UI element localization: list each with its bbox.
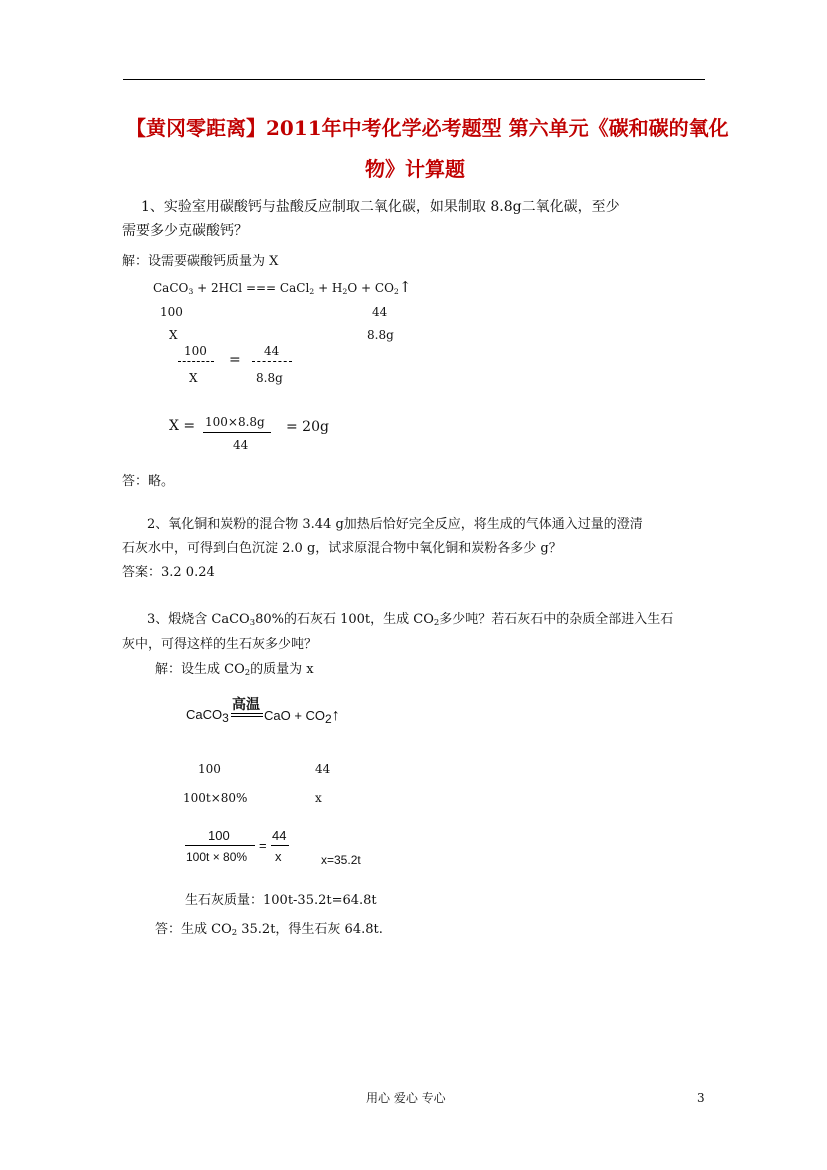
- q3-molar-mass-caco3: 100: [198, 762, 221, 776]
- q3-ratio-bar-2: [271, 845, 289, 846]
- q3-ratio-numerator-1: 100: [208, 828, 230, 843]
- q1-x-denominator: 44: [233, 438, 249, 452]
- q1-molar-mass-co2: 44: [372, 305, 388, 319]
- q3-ratio-bar-1: [185, 845, 255, 846]
- q3-line-1: 3、煅烧含 CaCO$_3$80%的石灰石 100t，生成 $CO_2$多少吨？若石灰石中的杂质全部进入生石: [147, 612, 674, 628]
- q3-caco3-mass: 100t×80%: [183, 791, 248, 805]
- header-rule: [123, 79, 705, 80]
- q1-ratio-denominator-1: X: [189, 371, 198, 385]
- q3-line-2: 灰中，可得这样的生石灰多少吨？: [122, 637, 318, 652]
- q1-unknown-x: X: [169, 328, 178, 342]
- q1-ratio-numerator-2: 44: [264, 344, 280, 358]
- q3-unknown-x: x: [315, 791, 322, 805]
- q1-line-1: 1、实验室用碳酸钙与盐酸反应制取二氧化碳，如果制取 8.8g二氧化碳，至少: [141, 199, 620, 215]
- q3-equation-bar-bottom: [231, 716, 263, 717]
- q1-ratio-bar-1: [178, 361, 214, 362]
- q2-line-2: 石灰水中，可得到白色沉淀 2.0 g，试求原混合物中氧化铜和炭粉各多少 g？: [122, 541, 562, 556]
- q3-ratio-denominator-1: 100t × 80%: [186, 850, 248, 864]
- q1-ratio-denominator-2: 8.8g: [256, 371, 283, 385]
- q1-solution-intro: 解：设需要碳酸钙质量为 X: [122, 254, 279, 269]
- q3-reaction-condition: 高温: [232, 697, 260, 713]
- q1-line-2: 需要多少克碳酸钙？: [122, 223, 248, 239]
- q3-equation-products: CaO + $CO_2↑$: [264, 707, 340, 726]
- q3-ratio-numerator-2: 44: [272, 828, 287, 843]
- q3-molar-mass-co2: 44: [315, 762, 331, 776]
- page-number: 3: [697, 1091, 705, 1105]
- footer-motto: 用心 爱心 专心: [366, 1091, 446, 1105]
- q2-line-1: 2、氧化铜和炭粉的混合物 3.44 g加热后恰好完全反应，将生成的气体通入过量的澄清: [147, 517, 643, 532]
- q1-equation: CaCO$_3$ + 2HCl === CaCl$_2$ + $H_2O$ + $CO_2↑$: [153, 278, 412, 296]
- q3-ratio-denominator-2: x: [275, 849, 282, 864]
- q1-x-result: = 20g: [286, 419, 329, 435]
- q3-equation-bar-top: [231, 713, 263, 714]
- q1-x-fraction-bar: [203, 432, 271, 433]
- q1-answer: 答：略。: [122, 474, 175, 489]
- q3-answer: 答：生成 $CO_2$ 35.2t，得生石灰 64.8t.: [155, 922, 383, 938]
- q3-lime-mass: 生石灰质量：100t-35.2t=64.8t: [185, 893, 377, 908]
- q3-ratio-equals: =: [259, 838, 267, 853]
- q1-ratio-numerator-1: 100: [184, 344, 207, 358]
- title-line-1: 【黄冈零距离】2011年中考化学必考题型 第六单元《碳和碳的氧化: [126, 116, 729, 140]
- q3-solution-intro: 解：设生成 $CO_2$的质量为 x: [155, 662, 314, 678]
- q1-ratio-bar-2: [252, 361, 292, 362]
- q1-co2-mass: 8.8g: [367, 328, 394, 342]
- q1-x-label: X =: [169, 418, 196, 434]
- q1-molar-mass-caco3: 100: [160, 305, 183, 319]
- q1-ratio-equals: =: [229, 352, 241, 368]
- q3-x-result: x=35.2t: [321, 853, 361, 867]
- q1-x-numerator: 100×8.8g: [205, 415, 265, 429]
- q3-equation-reactant: CaCO$_3$: [186, 707, 229, 725]
- title-line-2: 物》计算题: [365, 157, 465, 181]
- q2-answer: 答案：3.2 0.24: [122, 565, 215, 580]
